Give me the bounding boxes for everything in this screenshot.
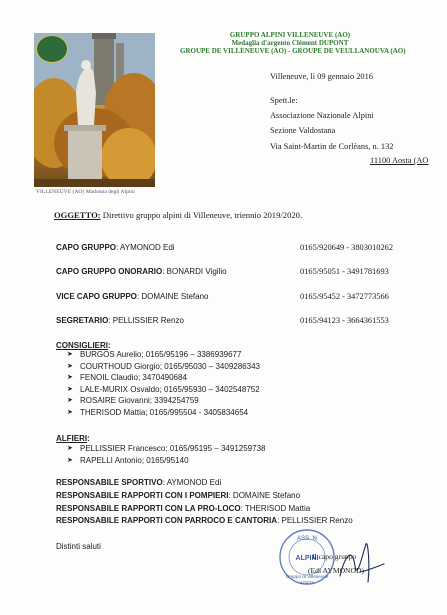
list-item	[67, 396, 260, 408]
role-title: SEGRETARIO	[56, 316, 109, 325]
role-phone: 0165/95051 - 3491781693	[300, 267, 389, 276]
header-line-1: GRUPPO ALPINI VILLENEUVE (AO)	[229, 31, 351, 39]
role-name: : AYMONOD Edi	[116, 243, 175, 252]
role-phone: 0165/920649 - 3803010262	[300, 243, 394, 252]
role-title: CAPO GRUPPO	[56, 243, 117, 252]
alfieri-list	[67, 444, 265, 467]
consiglieri-list	[67, 350, 260, 420]
role-row	[56, 243, 175, 252]
stamp-center-text: ALPINI	[295, 555, 319, 562]
recipient-line: 11100 Aosta (AO	[370, 156, 429, 165]
list-item	[67, 350, 260, 362]
responsabile-name: : PELLISSIER Renzo	[277, 516, 353, 525]
header-photo	[34, 33, 155, 187]
photo-caption: VILLENEUVE (AO) Madonna degli Alpini	[36, 189, 135, 195]
handwritten-signature	[300, 536, 390, 586]
alfieri-colon: :	[87, 434, 90, 443]
role-row	[56, 316, 184, 325]
alfieri-heading	[56, 434, 90, 443]
responsabile-name: : AYMONOD Edi	[162, 478, 222, 487]
role-row	[56, 292, 209, 301]
signature-title: Il capo gruppo	[312, 552, 357, 561]
list-item	[67, 362, 260, 374]
arrow-bullet-icon: ➤	[67, 456, 73, 464]
role-title: CAPO GRUPPO ONORARIO	[56, 267, 163, 276]
responsabile-row	[56, 478, 221, 487]
role-phone: 0165/95452 - 3472773566	[300, 292, 389, 301]
list-item-text: COURTHOUD Giorgio; 0165/95030 – 3409286343	[80, 361, 260, 371]
arrow-bullet-icon: ➤	[67, 351, 73, 358]
arrow-bullet-icon: ➤	[67, 362, 73, 370]
list-item-text: THERISOD Mattia; 0165/995504 - 3405834654	[80, 407, 249, 417]
role-name: : PELLISSIER Renzo	[108, 316, 184, 325]
recipient-line: Associazione Nazionale Alpini	[270, 111, 374, 120]
responsabile-name: : DOMAINE Stefano	[228, 491, 301, 500]
consiglieri-colon: :	[108, 341, 111, 350]
consiglieri-title: CONSIGLIERI	[56, 341, 109, 350]
stamp-top-text: ASS. N	[297, 536, 317, 542]
responsabile-name: : THERISOD Mattia	[240, 504, 311, 513]
list-item-text: FENOIL Claudio; 3470490684	[80, 373, 187, 383]
list-item-text: ROSAIRE Giovanni; 3394254759	[80, 396, 199, 406]
list-item	[67, 408, 260, 420]
closing-text: Distinti saluti	[56, 542, 101, 551]
logo-icon	[36, 35, 68, 63]
subject-line	[54, 210, 302, 220]
subject-label: OGGETTO:	[54, 210, 101, 220]
responsabile-role: RESPONSABILE RAPPORTI CON I POMPIERI	[56, 491, 229, 500]
arrow-bullet-icon: ➤	[67, 385, 73, 393]
list-item-text: BURGOS Aurelio; 0165/95196 – 3386939677	[80, 350, 242, 359]
responsabile-role: RESPONSABILE RAPPORTI CON PARROCO E CANTORIA	[56, 516, 278, 525]
responsabile-row	[56, 491, 300, 500]
responsabile-row	[56, 504, 310, 513]
arrow-bullet-icon: ➤	[67, 408, 73, 416]
consiglieri-heading	[56, 341, 111, 350]
list-item-text: LALE-MURIX Osvaldo; 0165/95930 – 3402548752	[80, 384, 260, 394]
arrow-bullet-icon: ➤	[67, 374, 73, 382]
list-item	[67, 373, 260, 385]
role-name: : DOMAINE Stefano	[136, 292, 209, 301]
role-name: : BONARDI Vigilio	[162, 267, 227, 276]
list-item	[67, 456, 265, 468]
letter-date: Villeneuve, lì 09 gennaio 2016	[270, 72, 373, 81]
responsabile-role: RESPONSABILE RAPPORTI CON LA PRO-LOCO	[56, 504, 241, 513]
list-item	[67, 385, 260, 397]
role-row	[56, 267, 227, 276]
role-title: VICE CAPO GRUPPO	[56, 292, 137, 301]
list-item-text: RAPELLI Antonio; 0165/95140	[80, 455, 189, 465]
list-item	[67, 444, 265, 456]
header-line-2: Medaglia d'argento Clément DUPONT	[231, 39, 349, 47]
stamp-bottom-text: Gruppo di Villeneuve	[285, 574, 329, 579]
arrow-bullet-icon: ➤	[67, 397, 73, 405]
list-item-text: PELLISSIER Francesco; 0165/95195 – 3491259738	[80, 444, 266, 453]
responsabile-row	[56, 516, 353, 525]
stamp-city-text: AOSTA	[299, 580, 315, 585]
recipient-salutation: Spett.le:	[270, 96, 298, 105]
header-line-3: GROUPE DE VILLENEUVE (AO) - GROUPE DE VEULLANOUVA (AO)	[180, 47, 406, 55]
role-phone: 0165/94123 - 3664361553	[300, 316, 389, 325]
signature-name: (Edi AYMONOD)	[308, 566, 365, 575]
responsabile-role: RESPONSABILE SPORTIVO	[56, 478, 163, 487]
subject-text: Direttivo gruppo alpini di Villeneuve, triennio 2019/2020.	[100, 210, 303, 220]
alfieri-title: ALFIERI	[56, 434, 88, 443]
arrow-bullet-icon: ➤	[67, 445, 73, 452]
recipient-line: Sezione Valdostana	[270, 126, 336, 135]
recipient-line: Via Saint-Martin de Corlèans, n. 132	[270, 142, 394, 151]
